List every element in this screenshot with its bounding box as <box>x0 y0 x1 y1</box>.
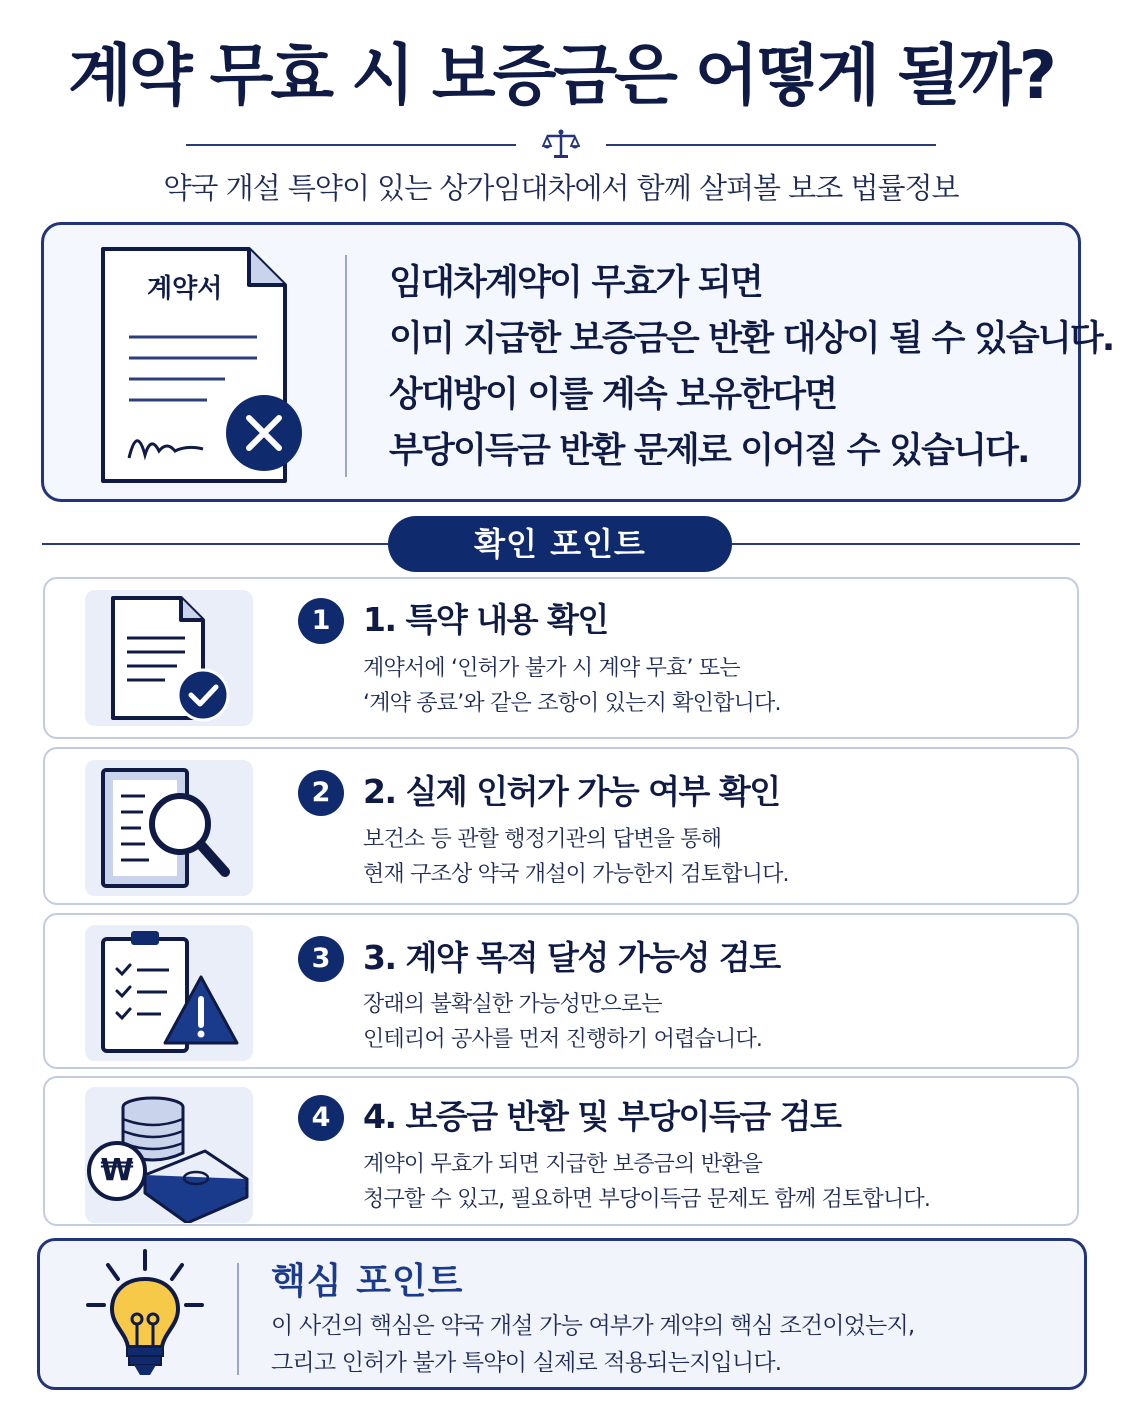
title-divider-left <box>186 144 516 146</box>
summary-line: 이미 지급한 보증금은 반환 대상이 될 수 있습니다. <box>389 319 1114 359</box>
contract-doc-label: 계약서 <box>147 274 223 304</box>
card-description: 계약이 무효가 되면 지급한 보증금의 반환을 <box>363 1152 763 1177</box>
card-title: 2. 실제 인허가 가능 여부 확인 <box>363 772 780 811</box>
card-title: 4. 보증금 반환 및 부당이득금 검토 <box>363 1097 841 1136</box>
key-point-title: 핵심 포인트 <box>271 1261 464 1302</box>
section-heading: 확인 포인트 <box>388 516 732 572</box>
key-point-box <box>37 1238 1087 1390</box>
check-point-card-4 <box>43 1076 1079 1226</box>
won-symbol: ₩ <box>100 1153 134 1188</box>
page-title: 계약 무효 시 보증금은 어떻게 될까? <box>68 37 1054 114</box>
check-point-card-1 <box>43 577 1079 739</box>
check-point-card-2 <box>43 747 1079 905</box>
section-rule-right <box>732 543 1080 545</box>
summary-divider <box>345 255 347 477</box>
summary-line: 임대차계약이 무효가 되면 <box>389 263 762 303</box>
key-point-line: 이 사건의 핵심은 약국 개설 가능 여부가 계약의 핵심 조건이었는지, <box>271 1313 915 1339</box>
step-number: 2 <box>298 770 344 816</box>
document-search-icon <box>85 760 253 896</box>
card-description: 장래의 불확실한 가능성만으로는 <box>363 992 662 1017</box>
card-description: 청구할 수 있고, 필요하면 부당이득금 문제도 함께 검토합니다. <box>363 1187 931 1212</box>
card-title: 3. 계약 목적 달성 가능성 검토 <box>363 938 780 977</box>
card-description: 인테리어 공사를 먼저 진행하기 어렵습니다. <box>363 1027 763 1052</box>
key-point-line: 그리고 인허가 불가 특약이 실제로 적용되는지입니다. <box>271 1350 782 1376</box>
card-title: 1. 특약 내용 확인 <box>363 600 608 639</box>
card-description: 계약서에 ‘인허가 불가 시 계약 무효’ 또는 <box>363 656 740 681</box>
step-number: 3 <box>298 936 344 982</box>
page-subtitle: 약국 개설 특약이 있는 상가임대차에서 함께 살펴볼 보조 법률정보 <box>163 171 959 205</box>
summary-line: 부당이득금 반환 문제로 이어질 수 있습니다. <box>389 431 1029 471</box>
card-description: ‘계약 종료’와 같은 조항이 있는지 확인합니다. <box>363 691 781 716</box>
card-icon-panel <box>85 1087 253 1223</box>
clipboard-warning-icon <box>85 925 253 1061</box>
card-icon-panel <box>85 590 253 726</box>
summary-box <box>41 222 1114 502</box>
section-rule-left <box>42 543 388 545</box>
card-description: 현재 구조상 약국 개설이 가능한지 검토합니다. <box>363 862 789 887</box>
check-point-card-3 <box>43 913 1079 1069</box>
document-check-icon <box>85 590 253 726</box>
summary-line: 상대방이 이를 계속 보유한다면 <box>389 375 837 415</box>
card-icon-panel <box>85 760 253 896</box>
key-point-divider <box>237 1263 239 1375</box>
title-divider-right <box>606 144 936 146</box>
card-description: 보건소 등 관할 행정기관의 답변을 통해 <box>363 827 722 852</box>
step-number: 4 <box>298 1095 344 1141</box>
card-icon-panel <box>85 925 253 1061</box>
scale-icon <box>541 128 581 160</box>
lightbulb-icon <box>80 1247 210 1383</box>
step-number: 1 <box>298 598 344 644</box>
summary-text <box>389 255 1114 479</box>
